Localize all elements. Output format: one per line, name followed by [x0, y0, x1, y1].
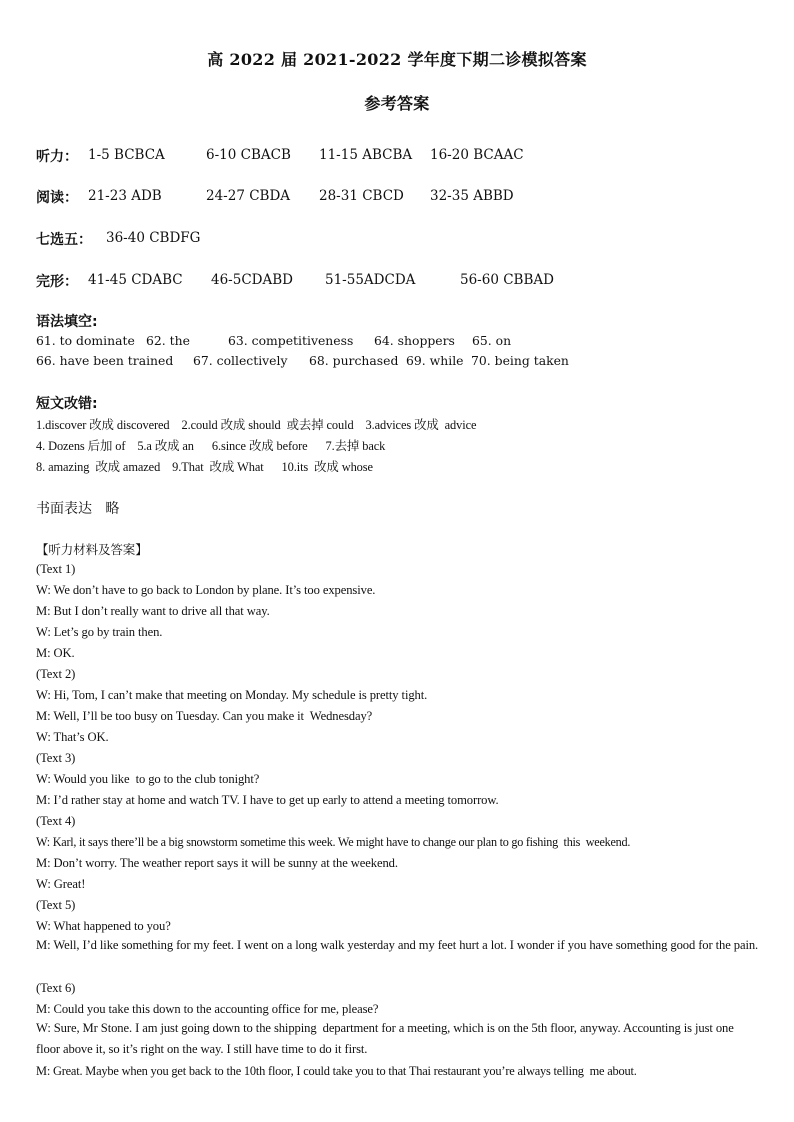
transcript-line: (Text 2)	[36, 667, 76, 681]
cloze-row	[36, 271, 78, 291]
transcript-line: W: Great!	[36, 877, 86, 891]
transcript-line: (Text 6)	[36, 981, 76, 995]
transcript-line: M: But I don’t really want to drive all that way.	[36, 604, 270, 618]
cloze-label: 完形：	[36, 274, 78, 290]
reading-group: 21-23 ADB	[88, 188, 162, 204]
transcript-line: M: Don’t worry. The weather report says it will be sunny at the weekend.	[36, 856, 398, 870]
listening-label: 听力：	[36, 149, 78, 165]
listening-group: 16-20 BCAAC	[430, 147, 524, 163]
transcript-line: M: OK.	[36, 646, 75, 660]
transcript-line: W: That’s OK.	[36, 730, 109, 744]
transcript-line: W: We don’t have to go back to London by plane. It’s too expensive.	[36, 583, 376, 597]
seven-choose-five-label: 七选五：	[36, 232, 92, 248]
grammar-item: 70. being taken	[471, 353, 569, 368]
listening-group: 11-15 ABCBA	[319, 147, 413, 163]
error-correction-heading: 短文改错:	[36, 396, 98, 412]
grammar-item: 63. competitiveness	[228, 333, 354, 348]
grammar-item: 67. collectively	[193, 353, 288, 368]
transcript-line: M: Well, I’ll be too busy on Tuesday. Can you make it Wednesday?	[36, 709, 373, 723]
error-correction-line: 1.discover 改成 discovered 2.could 改成 should 或去掉 could 3.advices 改成 advice	[36, 418, 477, 432]
listening-material-heading: 【听力材料及答案】	[36, 542, 148, 557]
transcript-line: W: Would you like to go to the club tonight?	[36, 772, 260, 786]
grammar-item: 66. have been trained	[36, 353, 174, 368]
transcript-line: (Text 3)	[36, 751, 76, 765]
reading-label: 阅读：	[36, 190, 78, 206]
grammar-item: 68. purchased	[309, 353, 399, 368]
grammar-item: 65. on	[472, 333, 512, 348]
cloze-group: 51-55ADCDA	[325, 272, 416, 288]
error-correction-line: 8. amazing 改成 amazed 9.That 改成 What 10.its 改成 whose	[36, 460, 373, 474]
transcript-line: W: Sure, Mr Stone. I am just going down to the shipping department for a meeting, which is on the 5th floor, anyway. Accounting is just one floor above it, so it’s right on the way. I still have time to do it first.	[36, 1021, 737, 1056]
cloze-group: 46-5CDABD	[211, 272, 293, 288]
transcript-line: M: Could you take this down to the accounting office for me, please?	[36, 1002, 379, 1016]
transcript-line: (Text 5)	[36, 898, 76, 912]
transcript-line: M: Well, I’d like something for my feet. I went on a long walk yesterday and my feet hurt a lot. I wonder if you have something good for the pain.	[36, 938, 759, 952]
reading-row	[36, 187, 78, 207]
transcript-line: W: Hi, Tom, I can’t make that meeting on Monday. My schedule is pretty tight.	[36, 688, 428, 702]
transcript-line: M: I’d rather stay at home and watch TV. I have to get up early to attend a meeting tomorrow.	[36, 793, 499, 807]
reading-group: 28-31 CBCD	[319, 188, 404, 204]
grammar-fill-heading: 语法填空:	[36, 314, 98, 330]
error-correction-line: 4. Dozens 后加 of 5.a 改成 an 6.since 改成 before 7.去掉 back	[36, 439, 386, 453]
cloze-group: 56-60 CBBAD	[460, 272, 554, 288]
transcript-line: W: Let’s go by train then.	[36, 625, 163, 639]
transcript-line: M: Great. Maybe when you get back to the 10th floor, I could take you to that Thai restaurant you’re always telling me about.	[36, 1064, 637, 1078]
cloze-group: 41-45 CDABC	[88, 272, 183, 288]
grammar-item: 69. while	[406, 353, 464, 368]
grammar-item: 61. to dominate	[36, 333, 135, 348]
listening-row	[36, 146, 78, 166]
seven-choose-five-group: 36-40 CBDFG	[106, 230, 201, 246]
grammar-item: 64. shoppers	[374, 333, 455, 348]
transcript-line: W: What happened to you?	[36, 919, 171, 933]
page-title: 高 2022 届 2021-2022 学年度下期二诊模拟答案	[207, 50, 587, 69]
transcript-line: (Text 4)	[36, 814, 76, 828]
transcript-line: W: Karl, it says there’ll be a big snowstorm sometime this week. We might have to change our plan to go fishing this weekend.	[36, 835, 631, 849]
writing-note: 书面表达 略	[36, 501, 120, 517]
listening-group: 6-10 CBACB	[206, 147, 291, 163]
listening-group: 1-5 BCBCA	[88, 147, 165, 163]
reading-group: 32-35 ABBD	[430, 188, 514, 204]
seven-choose-five-row	[36, 229, 92, 249]
reading-group: 24-27 CBDA	[206, 188, 291, 204]
transcript-line: (Text 1)	[36, 562, 76, 576]
grammar-item: 62. the	[146, 333, 190, 348]
page-subtitle: 参考答案	[364, 94, 430, 113]
